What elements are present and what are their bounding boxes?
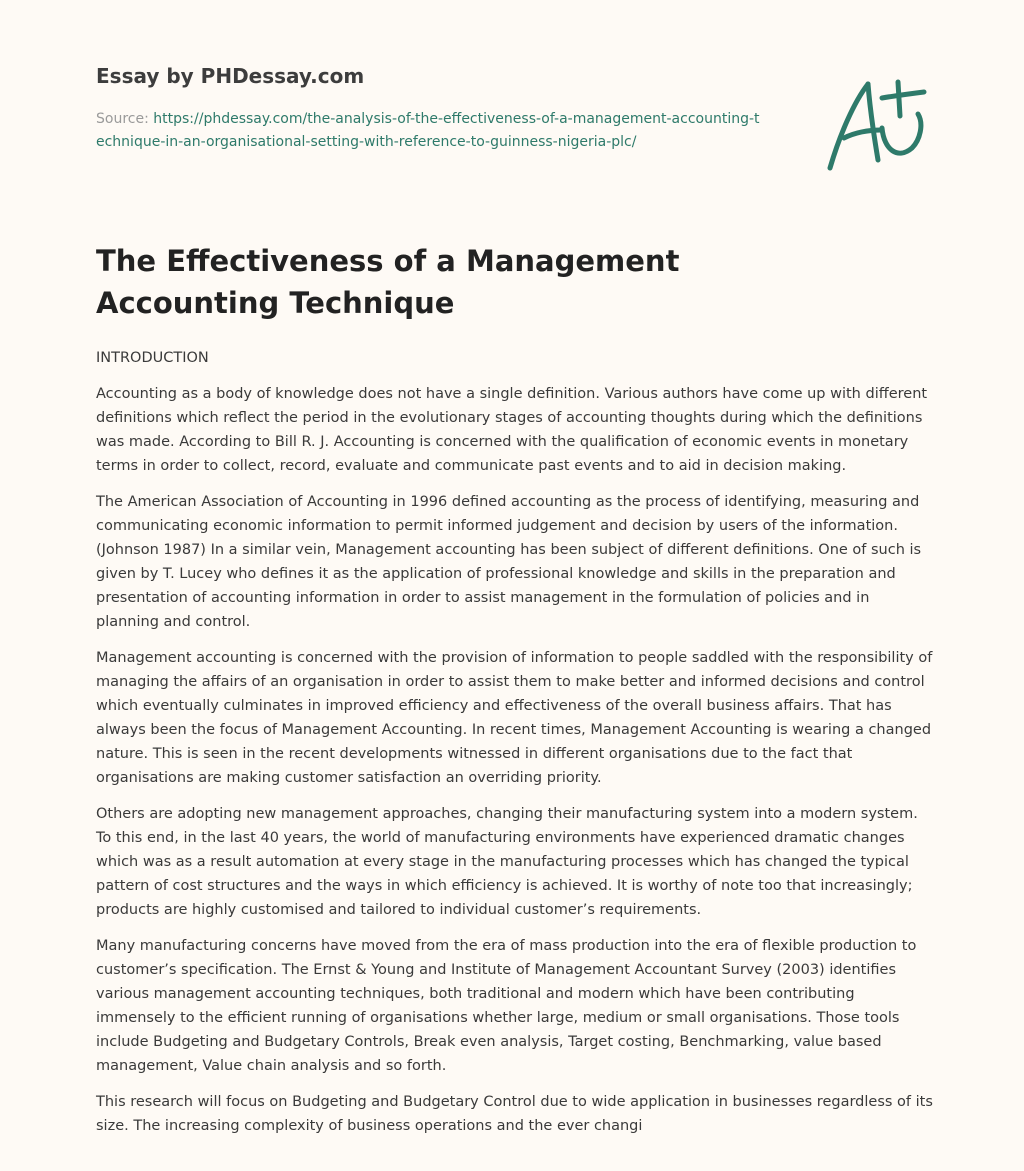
page-header — [96, 58, 776, 154]
a-plus-grade-logo-icon — [820, 74, 930, 174]
paragraph: This research will focus on Budgeting and Budgetary Control due to wide application in businesses regardless of its size. The increasing complexity of business operations and the ever changi — [96, 1094, 933, 1134]
paragraph: Accounting as a body of knowledge does not have a single definition. Various authors have come up with different definitions which reflect the period in the evolutionary stages of accounting thoughts during which the definitions was made. According to Bill R. J. Accounting is concerned with the qualification of economic events in monetary terms in order to collect, record, evaluate and communicate past events and to aid in decision making. — [96, 386, 928, 474]
source-label: Source: — [96, 111, 154, 127]
source-line — [96, 108, 766, 154]
section-label: INTRODUCTION — [96, 350, 209, 366]
source-link[interactable]: https://phdessay.com/the-analysis-of-the-effectiveness-of-a-management-accounting-technique-in-an-organisational-setting-with-reference-to-guinness-nigeria-plc/ — [96, 111, 760, 150]
essay-content — [96, 240, 936, 1138]
essay-title: The Effectiveness of a Management Accounting Technique — [96, 244, 680, 320]
paragraph: The American Association of Accounting in 1996 defined accounting as the process of identifying, measuring and communicating economic information to permit informed judgement and decision by users of the information. (Johnson 1987) In a similar vein, Management accounting has been subject of different definitions. One of such is given by T. Lucey who defines it as the application of professional knowledge and skills in the preparation and presentation of accounting information in order to assist management in the formulation of policies and in planning and control. — [96, 494, 922, 630]
paragraph: Management accounting is concerned with the provision of information to people saddled with the responsibility of managing the affairs of an organisation in order to assist them to make better and informed decisions and control which eventually culminates in improved efficiency and effectiveness of the overall business affairs. That has always been the focus of Management Accounting. In recent times, Management Accounting is wearing a changed nature. This is seen in the recent developments witnessed in different organisations due to the fact that organisations are making customer satisfaction an overriding priority. — [96, 650, 933, 786]
site-title: Essay by PHDessay.com — [96, 64, 365, 88]
paragraph: Others are adopting new management approaches, changing their manufacturing system into a modern system. To this end, in the last 40 years, the world of manufacturing environments have experienced dramatic changes which was as a result automation at every stage in the manufacturing processes which has changed the typical pattern of cost structures and the ways in which efficiency is achieved. It is worthy of note too that increasingly; products are highly customised and tailored to individual customer’s requirements. — [96, 806, 918, 918]
paragraph: Many manufacturing concerns have moved from the era of mass production into the era of flexible production to customer’s specification. The Ernst & Young and Institute of Management Accountant Survey (2003) identifies various management accounting techniques, both traditional and modern which have been contributing immensely to the efficient running of organisations whether large, medium or small organisations. Those tools include Budgeting and Budgetary Controls, Break even analysis, Target costing, Benchmarking, value based management, Value chain analysis and so forth. — [96, 938, 917, 1074]
